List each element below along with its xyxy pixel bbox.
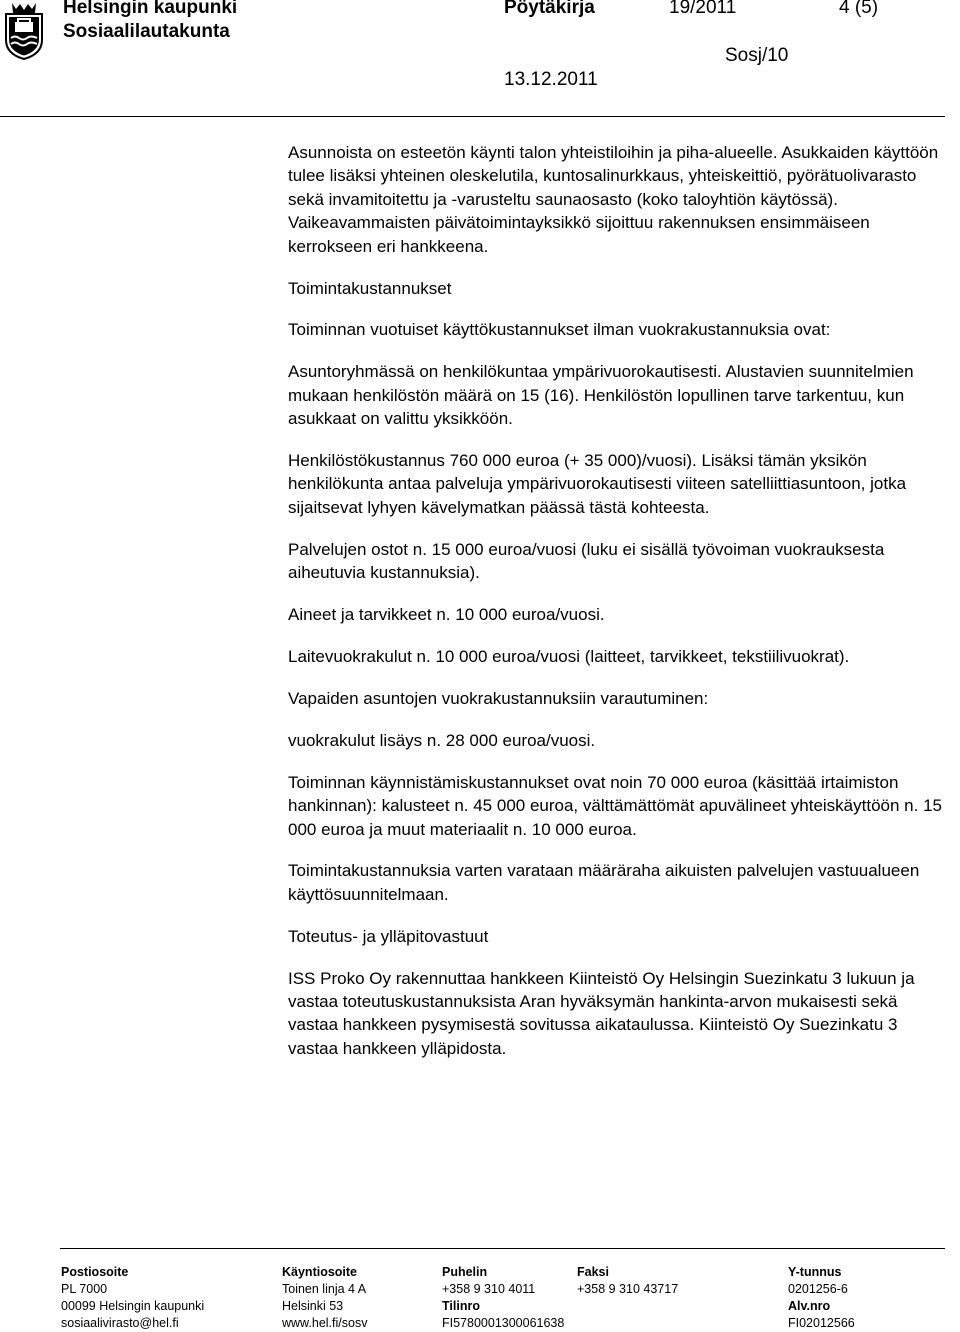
footer-heading: Puhelin [442,1265,488,1279]
paragraph: Asunnoista on esteetön käynti talon yhteistiloihin ja piha-alueelle. Asukkaiden käyttöön tulee lisäksi yhteinen oleskelutila, kuntosalinurkkaus, yhteiskeittiö, pyörätuolivarasto sekä invamitoitettu ja -varusteltu saunaosasto (koko taloyhtiön käytössä). Vaikeavammaisten päivätoimintayksikkö sijoittuu rakennuksen ensimmäiseen kerrokseen eri hankkeena. [288,143,939,256]
footer-postal-address [61,1264,204,1332]
section-code: Sosj/10 [725,45,789,66]
footer-heading: Alv.nro [788,1299,831,1313]
footer-line: FI5780001300061638 [442,1316,565,1330]
footer-heading: Tilinro [442,1299,480,1313]
footer-heading: Y-tunnus [788,1265,842,1279]
footer-divider [60,1248,945,1249]
footer-phone [442,1264,564,1332]
footer-heading: Faksi [577,1265,609,1279]
paragraph: Toimintakustannuksia varten varataan määräraha aikuisten palvelujen vastuualueen käyttösuunnitelmaan. [288,861,920,904]
section-heading: Toteutus- ja ylläpitovastuut [288,926,489,946]
paragraph: ISS Proko Oy rakennuttaa hankkeen Kiinteistö Oy Helsingin Suezinkatu 3 lukuun ja vastaa toteutuskustannuksista Aran hyväksymän hankinta-arvon mukaisesti sekä vastaa hankkeen pysymisestä sovitussa aikataulussa. Kiinteistö Oy Suezinkatu 3 vastaa hankkeen ylläpidosta. [288,968,915,1058]
footer-line: Helsinki 53 [282,1299,344,1313]
organization-name: Helsingin kaupunki [63,0,238,18]
footer-email[interactable]: sosiaalivirasto@hel.fi [61,1316,179,1330]
document-number: 19/2011 [669,0,737,18]
footer-line: Toinen linja 4 A [282,1282,367,1296]
footer-line: FI02012566 [788,1316,855,1330]
paragraph: Laitevuokrakulut n. 10 000 euroa/vuosi (laitteet, tarvikkeet, tekstiilivuokrat). [288,647,850,666]
meeting-date: 13.12.2011 [504,69,598,90]
paragraph: Palvelujen ostot n. 15 000 euroa/vuosi (luku ei sisällä työvoiman vuokrauksesta aiheutuvia kustannuksia). [288,539,885,583]
footer-business-id [788,1264,855,1332]
section-heading: Toimintakustannukset [288,278,452,298]
page-number: 4 (5) [839,0,879,18]
footer-heading: Käyntiosoite [282,1265,358,1279]
paragraph: vuokrakulut lisäys n. 28 000 euroa/vuosi. [288,730,596,750]
paragraph: Toiminnan vuotuiset käyttökustannukset ilman vuokrakustannuksia ovat: [288,320,831,340]
header-divider [0,116,945,117]
footer-line: 0201256-6 [788,1282,848,1296]
footer-website-link[interactable]: www.hel.fi/sosv [282,1316,368,1330]
paragraph: Asuntoryhmässä on henkilökuntaa ympärivuorokautisesti. Alustavien suunnitelmien mukaan henkilöstön määrä on 15 (16). Henkilöstön lopullinen tarve tarkentuu, kun asukkaat on valittu yksikköön. [288,362,914,429]
footer-line: +358 9 310 43717 [577,1282,679,1296]
footer-fax [577,1264,678,1298]
paragraph: Henkilöstökustannus 760 000 euroa (+ 35 000)/vuosi). Lisäksi tämän yksikön henkilökunta antaa palveluja ympärivuorokautisesti viiteen satelliittiasuntoon, jotka sijaitsevat lyhyen kävelymatkan päässä tästä kohteesta. [288,451,907,517]
footer-visiting-address [282,1264,367,1332]
document-type: Pöytäkirja [504,0,595,18]
helsinki-coat-of-arms-logo [2,0,46,60]
footer-heading: Postiosoite [61,1265,129,1279]
footer-line: 00099 Helsingin kaupunki [61,1299,205,1313]
footer-line: +358 9 310 4011 [442,1282,536,1296]
footer-line: PL 7000 [61,1282,108,1296]
paragraph: Vapaiden asuntojen vuokrakustannuksiin varautuminen: [288,688,709,708]
document-body [288,141,943,1079]
department-name: Sosiaalilautakunta [63,21,230,42]
paragraph: Aineet ja tarvikkeet n. 10 000 euroa/vuosi. [288,605,605,625]
paragraph: Toiminnan käynnistämiskustannukset ovat noin 70 000 euroa (käsittää irtaimiston hankinnan): kalusteet n. 45 000 euroa, välttämättömät apuvälineet yhteiskäyttöön n. 15 000 euroa ja muut materiaalit n. 10 000 euroa. [288,772,942,839]
